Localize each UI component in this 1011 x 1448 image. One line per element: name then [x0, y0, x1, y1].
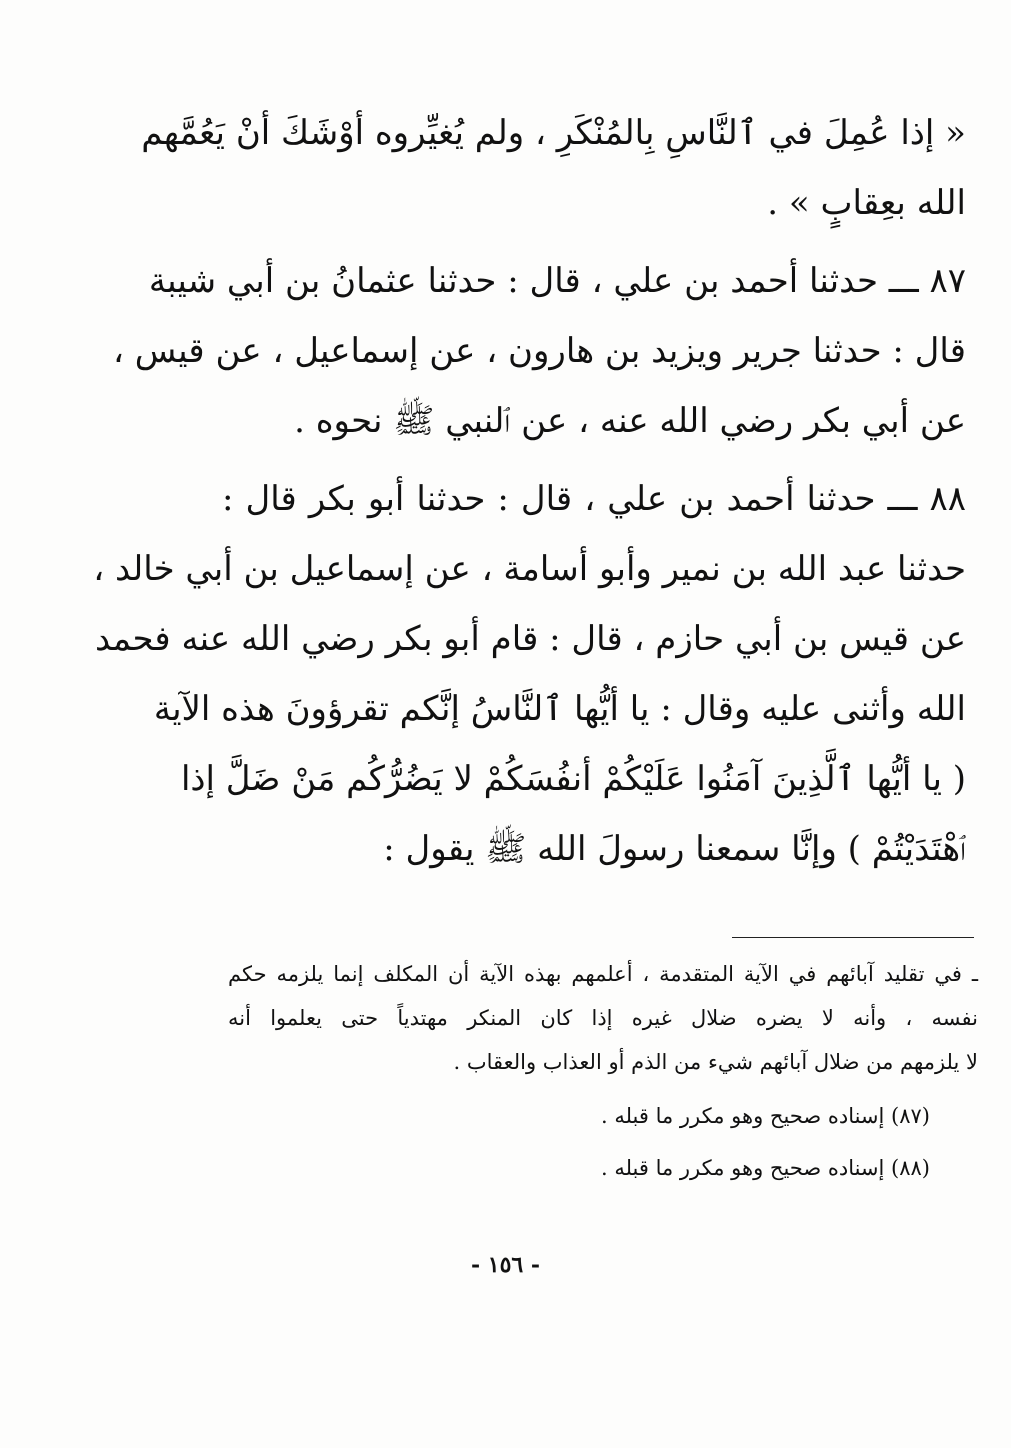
text-line: عن قيس بن أبي حازم ، قال : قام أبو بكر رضي الله عنه فحمد	[94, 619, 966, 659]
footnotes	[228, 952, 978, 1194]
footnote-87: (٨٧) إسناده صحيح وهو مكرر ما قبله .	[600, 1104, 930, 1128]
text-line: الله وأثنى عليه وقال : يا أيُّها ٱلنَّاسُ إنَّكم تقرؤونَ هذه الآية	[153, 689, 966, 729]
footnote-line: ـ في تقليد آبائهم في الآية المتقدمة ، أعلمهم بهذه الآية أن المكلف إنما يلزمه حكم	[228, 962, 978, 986]
footnote-line: نفسه ، وأنه لا يضره ضلال غيره إذا كان المنكر مهتدياً حتى يعلموا أنه	[228, 1006, 978, 1030]
main-text	[93, 98, 966, 884]
page-number: - ١٥٦ -	[470, 1252, 541, 1278]
paragraph-gap	[222, 456, 966, 464]
text-line: قال : حدثنا جرير ويزيد بن هارون ، عن إسماعيل ، عن قيس ،	[113, 331, 966, 371]
footnote-line: لا يلزمهم من ضلال آبائهم شيء من الذم أو العذاب والعقاب .	[453, 1050, 978, 1074]
text-line: حدثنا عبد الله بن نمير وأبو أسامة ، عن إسماعيل بن أبي خالد ،	[93, 549, 966, 589]
paragraph-gap	[222, 238, 966, 246]
text-line: الله بعِقابٍ » .	[767, 183, 966, 223]
footnote-88: (٨٨) إسناده صحيح وهو مكرر ما قبله .	[600, 1156, 930, 1180]
text-line: ( يا أيُّها ٱلَّذِينَ آمَنُوا عَلَيْكُمْ أنفُسَكُمْ لا يَضُرُّكُم مَنْ ضَلَّ إذا	[180, 759, 966, 799]
text-line: ٨٧ ـــ حدثنا أحمد بن علي ، قال : حدثنا عثمانُ بن أبي شيبة	[148, 261, 966, 301]
footnote-separator	[732, 937, 974, 938]
text-line: ٱهْتَدَيْتُمْ ) وإنَّا سمعنا رسولَ الله ﷺ يقول :	[383, 829, 966, 869]
text-line: ٨٨ ـــ حدثنا أحمد بن علي ، قال : حدثنا أبو بكر قال :	[222, 479, 966, 519]
text-line: عن أبي بكر رضي الله عنه ، عن ٱلنبي ﷺ نحوه .	[294, 401, 966, 441]
text-line: « إذا عُمِلَ في ٱلنَّاسِ بِالمُنْكَرِ ، ولم يُغيِّروه أوْشَكَ أنْ يَعُمَّهم	[141, 113, 966, 153]
